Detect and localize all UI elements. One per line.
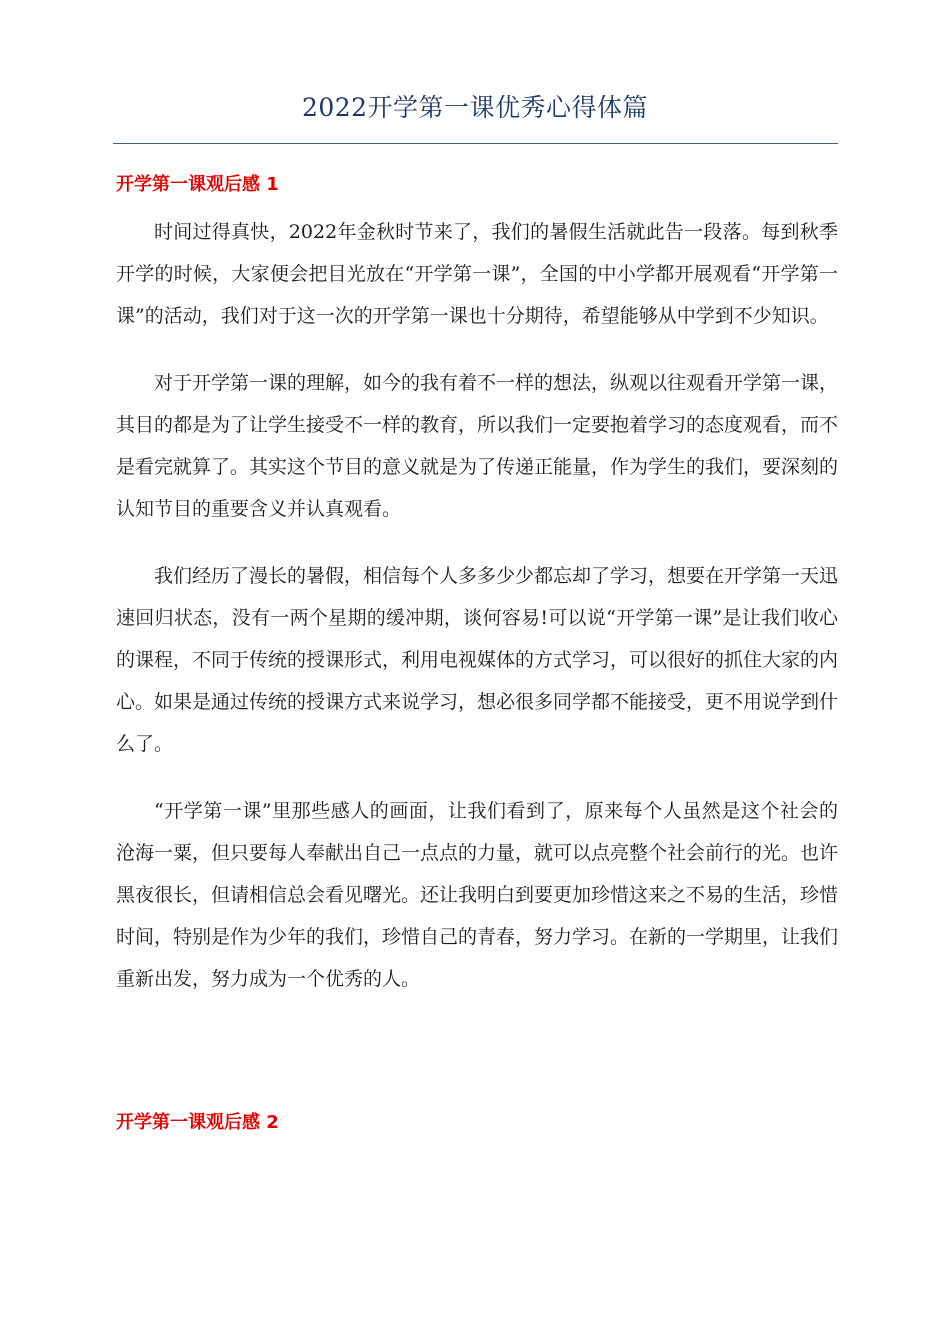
paragraph-4: “开学第一课”里那些感人的画面，让我们看到了，原来每个人虽然是这个社会的沧海一粟，但只要每人奉献出自己一点点的力量，就可以点亮整个社会前行的光。也许黑夜很长，但请相信总会看见曙光。还让我明白到要更加珍惜这来之不易的生活，珍惜时间，特别是作为少年的我们，珍惜自己的青春，努力学习。在新的一学期里，让我们重新出发，努力成为一个优秀的人。 (116, 800, 839, 990)
section-heading-2: 开学第一课观后感 2 (116, 1112, 279, 1133)
document-title: 2022开学第一课优秀心得体篇 (301, 93, 649, 122)
title-divider (113, 143, 838, 144)
section-body-1 (116, 211, 838, 1025)
section-heading-1: 开学第一课观后感 1 (116, 174, 279, 195)
paragraph-3: 我们经历了漫长的暑假，相信每个人多多少少都忘却了学习，想要在开学第一天迅速回归状态，没有一两个星期的缓冲期，谈何容易!可以说“开学第一课”是让我们收心的课程，不同于传统的授课形式，利用电视媒体的方式学习，可以很好的抓住大家的内心。如果是通过传统的授课方式来说学习，想必很多同学都不能接受，更不用说学到什么了。 (116, 565, 839, 755)
paragraph-1: 时间过得真快，2022年金秋时节来了，我们的暑假生活就此告一段落。每到秋季开学的时候，大家便会把目光放在“开学第一课”，全国的中小学都开展观看“开学第一课”的活动，我们对于这一次的开学第一课也十分期待，希望能够从中学到不少知识。 (116, 221, 838, 327)
paragraph-2: 对于开学第一课的理解，如今的我有着不一样的想法，纵观以往观看开学第一课，其目的都是为了让学生接受不一样的教育，所以我们一定要抱着学习的态度观看，而不是看完就算了。其实这个节目的意义就是为了传递正能量，作为学生的我们，要深刻的认知节目的重要含义并认真观看。 (116, 372, 839, 520)
